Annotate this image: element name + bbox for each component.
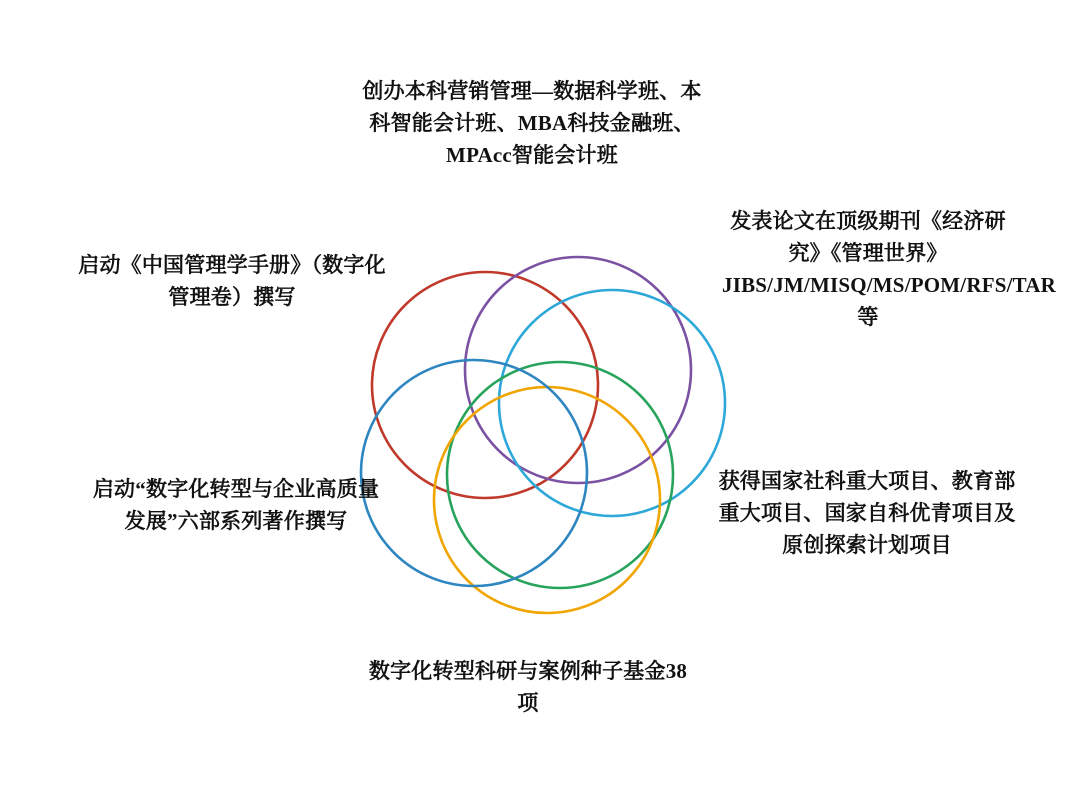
venn-label-right: 获得国家社科重大项目、教育部重大项目、国家自科优青项目及原创探索计划项目: [718, 469, 1016, 557]
venn-label-top: 创办本科营销管理—数据科学班、本科智能会计班、MBA科技金融班、MPAcc智能会计班: [362, 79, 702, 167]
venn-circle-blue: [361, 360, 587, 586]
venn-label-bottom: 数字化转型科研与案例种子基金38项: [368, 659, 688, 715]
venn-label-left: 启动《中国管理学手册》（数字化管理卷）撰写: [78, 253, 386, 309]
venn-circle-green: [447, 362, 673, 588]
venn-label-top-right: 发表论文在顶级期刊《经济研究》《管理世界》JIBS/JM/MISQ/MS/POM/RFS/TAR等: [722, 209, 1057, 329]
venn-circle-orange: [434, 387, 660, 613]
venn-circle-cyan: [499, 290, 725, 516]
venn-label-bottom-left: 启动“数字化转型与企业高质量发展”六部系列著作撰写: [92, 477, 380, 533]
